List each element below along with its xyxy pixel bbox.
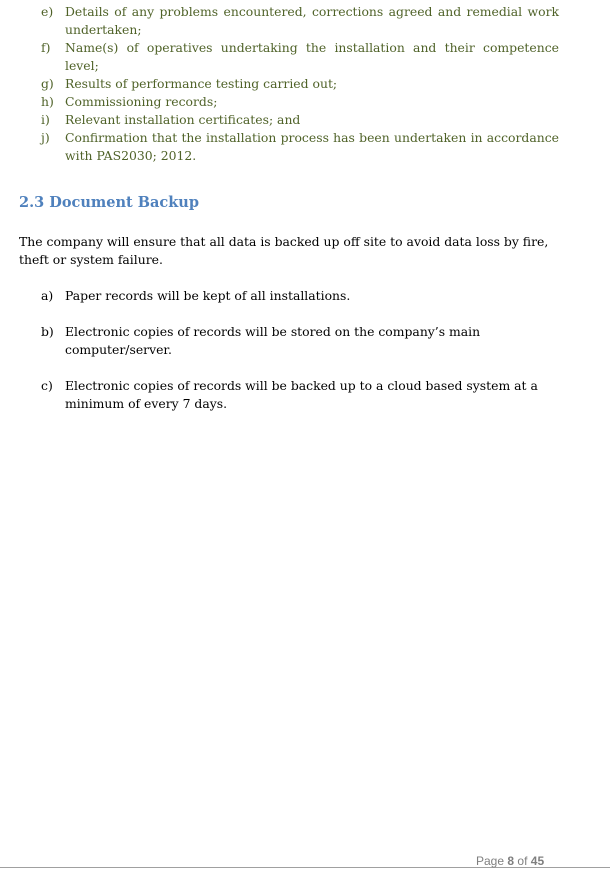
list-item	[19, 287, 559, 305]
list-item-text: Results of performance testing carried out;	[65, 76, 338, 91]
requirements-list	[19, 3, 559, 165]
list-item-text: Paper records will be kept of all installations.	[65, 288, 351, 303]
list-item	[19, 111, 559, 129]
list-marker: i)	[41, 112, 50, 127]
list-item-text: Confirmation that the installation process has been undertaken in accordance with PAS2030; 2012.	[65, 130, 559, 163]
page-current: 8	[507, 854, 515, 868]
list-item	[19, 323, 559, 359]
page-of: of	[517, 854, 528, 868]
list-item	[19, 75, 559, 93]
list-item	[19, 93, 559, 111]
list-item-text: Name(s) of operatives undertaking the installation and their competence level;	[65, 40, 559, 73]
list-item-text: Details of any problems encountered, corrections agreed and remedial work undertaken;	[65, 4, 559, 37]
section-intro-paragraph: The company will ensure that all data is backed up off site to avoid data loss by fire, theft or system failure.	[19, 234, 549, 267]
list-item	[19, 129, 559, 165]
list-marker: a)	[41, 288, 54, 303]
list-marker: b)	[41, 324, 54, 339]
list-marker: e)	[41, 4, 54, 19]
list-item-text: Commissioning records;	[65, 94, 218, 109]
list-marker: g)	[41, 76, 54, 91]
list-marker: f)	[41, 40, 51, 55]
list-item	[19, 377, 559, 413]
backup-list	[19, 287, 559, 431]
list-marker: j)	[41, 130, 50, 145]
list-item	[19, 39, 559, 75]
page-label: Page	[476, 854, 505, 868]
list-item-text: Electronic copies of records will be backed up to a cloud based system at a minimum of every 7 days.	[65, 378, 538, 411]
list-item-text: Relevant installation certificates; and	[65, 112, 301, 127]
page-total: 45	[530, 854, 545, 868]
list-item	[19, 3, 559, 39]
list-marker: h)	[41, 94, 54, 109]
page-number	[476, 854, 544, 868]
list-marker: c)	[41, 378, 53, 393]
section-heading: 2.3 Document Backup	[19, 194, 199, 211]
list-item-text: Electronic copies of records will be stored on the company’s main computer/server.	[65, 324, 481, 357]
